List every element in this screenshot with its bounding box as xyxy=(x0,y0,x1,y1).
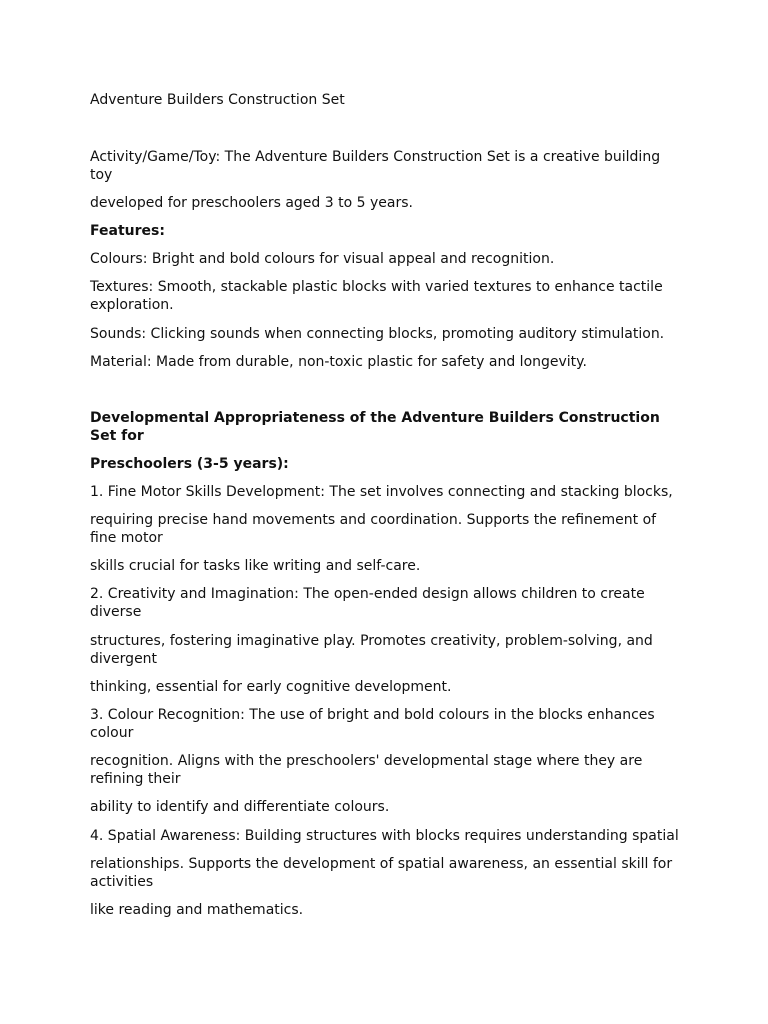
feature-colours: Colours: Bright and bold colours for visual appeal and recognition. xyxy=(90,251,555,267)
point-3-line-3: ability to identify and differentiate colours. xyxy=(90,799,390,815)
point-4-line-3: like reading and mathematics. xyxy=(90,902,304,918)
point-2-line-2: structures, fostering imaginative play. Promotes creativity, problem-solving, and divergent xyxy=(90,633,653,667)
document-title: Adventure Builders Construction Set xyxy=(90,92,345,108)
features-heading: Features: xyxy=(90,223,165,239)
dev-heading-line-1: Developmental Appropriateness of the Adventure Builders Construction Set for xyxy=(90,410,660,444)
point-4-line-1: 4. Spatial Awareness: Building structures with blocks requires understanding spatial xyxy=(90,828,679,844)
point-2-line-1: 2. Creativity and Imagination: The open-ended design allows children to create diverse xyxy=(90,586,645,620)
document-page xyxy=(90,0,680,1024)
feature-textures: Textures: Smooth, stackable plastic blocks with varied textures to enhance tactile exploration. xyxy=(90,279,663,313)
point-1-line-2: requiring precise hand movements and coordination. Supports the refinement of fine motor xyxy=(90,512,657,546)
point-4-line-2: relationships. Supports the development of spatial awareness, an essential skill for activities xyxy=(90,856,673,890)
dev-heading-line-2: Preschoolers (3-5 years): xyxy=(90,456,289,472)
point-1-line-1: 1. Fine Motor Skills Development: The set involves connecting and stacking blocks, xyxy=(90,484,673,500)
intro-line-1: Activity/Game/Toy: The Adventure Builders Construction Set is a creative building toy xyxy=(90,149,661,183)
feature-material: Material: Made from durable, non-toxic plastic for safety and longevity. xyxy=(90,354,587,370)
point-1-line-3: skills crucial for tasks like writing and self-care. xyxy=(90,558,421,574)
point-3-line-1: 3. Colour Recognition: The use of bright and bold colours in the blocks enhances colour xyxy=(90,707,655,741)
point-3-line-2: recognition. Aligns with the preschoolers' developmental stage where they are refining their xyxy=(90,753,643,787)
feature-sounds: Sounds: Clicking sounds when connecting blocks, promoting auditory stimulation. xyxy=(90,326,665,342)
intro-line-2: developed for preschoolers aged 3 to 5 years. xyxy=(90,195,413,211)
point-2-line-3: thinking, essential for early cognitive development. xyxy=(90,679,452,695)
